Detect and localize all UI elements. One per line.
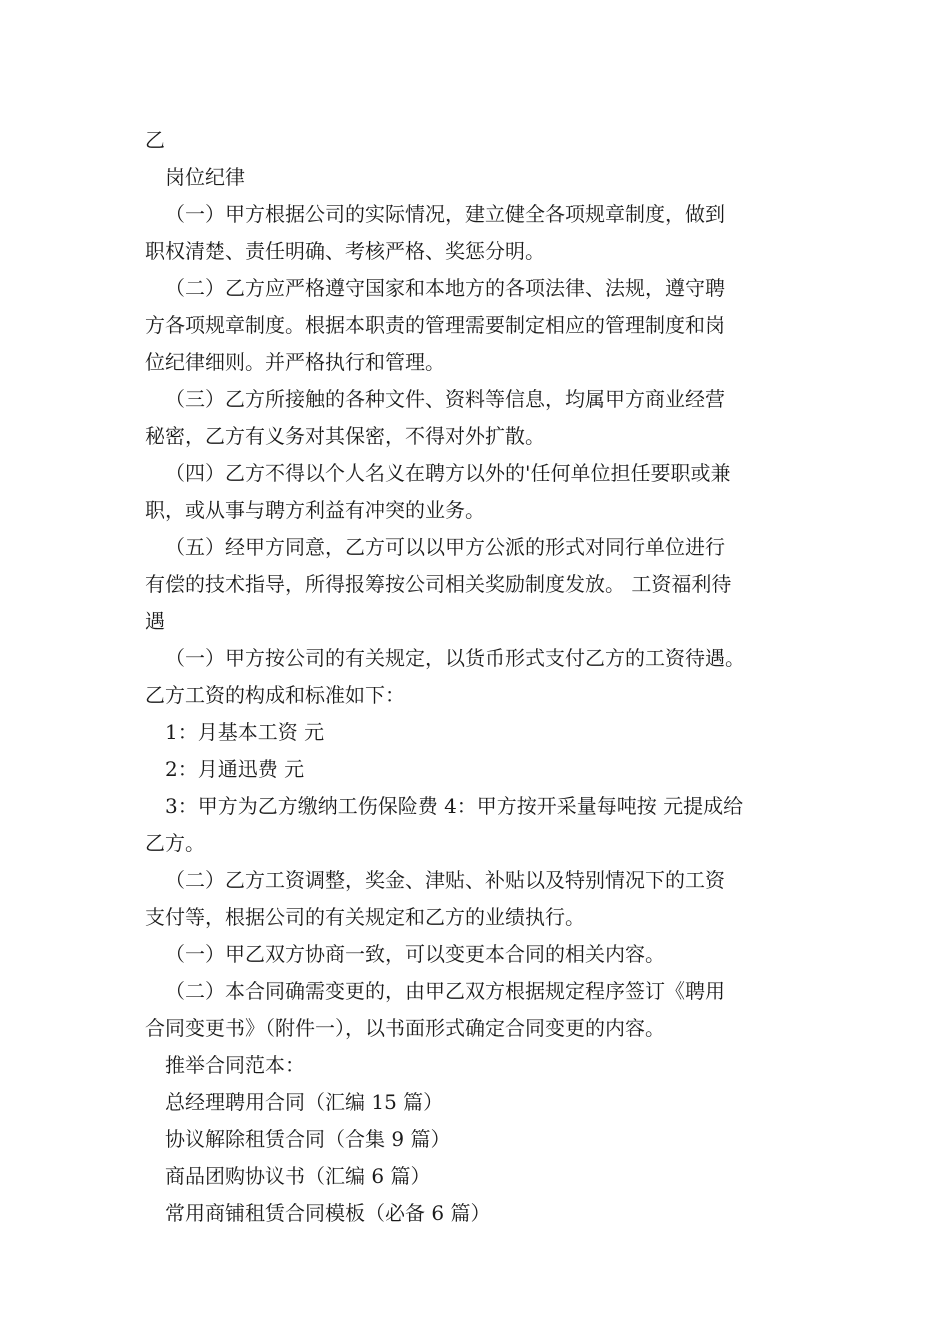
text-line-25: 合同变更书》（附件一），以书面形式确定合同变更的内容。: [145, 1016, 665, 1040]
text-line-3: （一）甲方根据公司的实际情况，建立健全各项规章制度，做到: [165, 202, 725, 226]
text-line-12: （五）经甲方同意，乙方可以以甲方公派的形式对同行单位进行: [165, 535, 725, 559]
text-line-10: （四）乙方不得以个人名义在聘方以外的'任何单位担任要职或兼: [165, 461, 731, 485]
text-line-23: （一）甲乙双方协商一致，可以变更本合同的相关内容。: [165, 942, 665, 966]
text-line-14: 遇: [145, 609, 165, 633]
text-line-20: 乙方。: [145, 831, 205, 855]
text-line-16: 乙方工资的构成和标准如下：: [145, 683, 405, 707]
text-line-24: （二）本合同确需变更的，由甲乙双方根据规定程序签订《聘用: [165, 979, 725, 1003]
text-line-22: 支付等，根据公司的有关规定和乙方的业绩执行。: [145, 905, 585, 929]
text-line-8: （三）乙方所接触的各种文件、资料等信息，均属甲方商业经营: [165, 387, 725, 411]
salary-item-1: 1：月基本工资 元: [165, 720, 325, 744]
text-line-5: （二）乙方应严格遵守国家和本地方的各项法律、法规，遵守聘: [165, 276, 725, 300]
recommended-templates-heading: 推举合同范本：: [165, 1053, 305, 1077]
recommended-template-item: 常用商铺租赁合同模板（必备 6 篇）: [165, 1201, 491, 1225]
text-line-21: （二）乙方工资调整，奖金、津贴、补贴以及特别情况下的工资: [165, 868, 725, 892]
text-line-6: 方各项规章制度。根据本职责的管理需要制定相应的管理制度和岗: [145, 313, 725, 337]
salary-item-3-4: 3：甲方为乙方缴纳工伤保险费 4：甲方按开采量每吨按 元提成给: [165, 794, 744, 818]
recommended-template-item: 总经理聘用合同（汇编 15 篇）: [165, 1090, 444, 1114]
text-line-7: 位纪律细则。并严格执行和管理。: [145, 350, 445, 374]
text-line-4: 职权清楚、责任明确、考核严格、奖惩分明。: [145, 239, 545, 263]
recommended-template-item: 协议解除租赁合同（合集 9 篇）: [165, 1127, 451, 1151]
text-line-15: （一）甲方按公司的有关规定，以货币形式支付乙方的工资待遇。: [165, 646, 745, 670]
salary-item-2: 2：月通迅费 元: [165, 757, 305, 781]
text-line-11: 职，或从事与聘方利益有冲突的业务。: [145, 498, 485, 522]
document-page: [145, 122, 810, 1232]
text-line-9: 秘密，乙方有义务对其保密，不得对外扩散。: [145, 424, 545, 448]
recommended-template-item: 商品团购协议书（汇编 6 篇）: [165, 1164, 431, 1188]
text-line-1: 乙: [145, 128, 165, 152]
text-line-13: 有偿的技术指导，所得报筹按公司相关奖励制度发放。 工资福利待: [145, 572, 732, 596]
section-heading-job-discipline: 岗位纪律: [165, 165, 245, 189]
